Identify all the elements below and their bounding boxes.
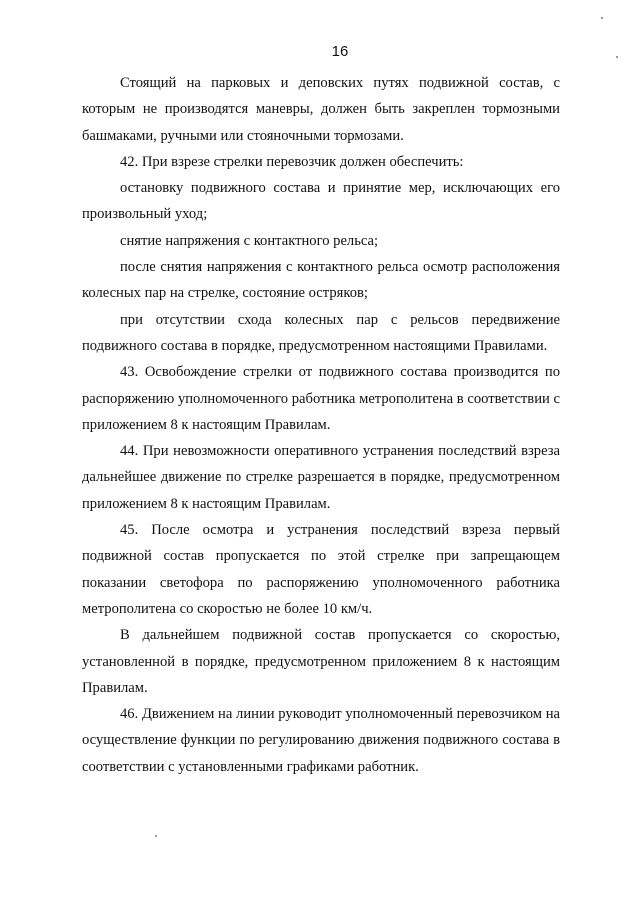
paragraph-3: остановку подвижного состава и принятие мер, исключающих его произвольный уход; bbox=[82, 180, 560, 223]
paragraph-2: 42. При взрезе стрелки перевозчик должен обеспечить: bbox=[120, 153, 464, 170]
paragraph-11: 46. Движением на линии руководит уполномоченный перевозчиком на осуществление функции по регулированию движения подвижного состава в соответствии с установленными графиками работник. bbox=[82, 706, 560, 775]
scan-speck bbox=[616, 56, 618, 58]
paragraph-1: Стоящий на парковых и деповских путях подвижной состав, с которым не производятся маневры, должен быть закреплен тормозными башмаками, ручными или стояночными тормозами. bbox=[82, 75, 560, 144]
paragraph-4: снятие напряжения с контактного рельса; bbox=[120, 232, 379, 249]
scan-speck bbox=[601, 17, 603, 19]
page-number: 16 bbox=[331, 43, 349, 60]
paragraph-8: 44. При невозможности оперативного устранения последствий взреза дальнейшее движение по стрелке разрешается в порядке, предусмотренном приложением 8 к настоящим Правилам. bbox=[82, 443, 560, 512]
paragraph-5: после снятия напряжения с контактного рельса осмотр расположения колесных пар на стрелке, состояние остряков; bbox=[82, 259, 560, 302]
paragraph-9: 45. После осмотра и устранения последствий взреза первый подвижной состав пропускается по этой стрелке при запрещающем показании светофора по распоряжению уполномоченного работника метрополитена со скоростью не более 10 км/ч. bbox=[82, 522, 560, 617]
paragraph-6: при отсутствии схода колесных пар с рельсов передвижение подвижного состава в порядке, предусмотренном настоящими Правилами. bbox=[82, 311, 560, 354]
document-body bbox=[82, 70, 560, 780]
paragraph-10: В дальнейшем подвижной состав пропускается со скоростью, установленной в порядке, предусмотренном приложением 8 к настоящим Правилам. bbox=[82, 627, 560, 696]
paragraph-7: 43. Освобождение стрелки от подвижного состава производится по распоряжению уполномоченного работника метрополитена в соответствии с приложением 8 к настоящим Правилам. bbox=[82, 364, 560, 433]
scan-speck bbox=[155, 835, 157, 837]
